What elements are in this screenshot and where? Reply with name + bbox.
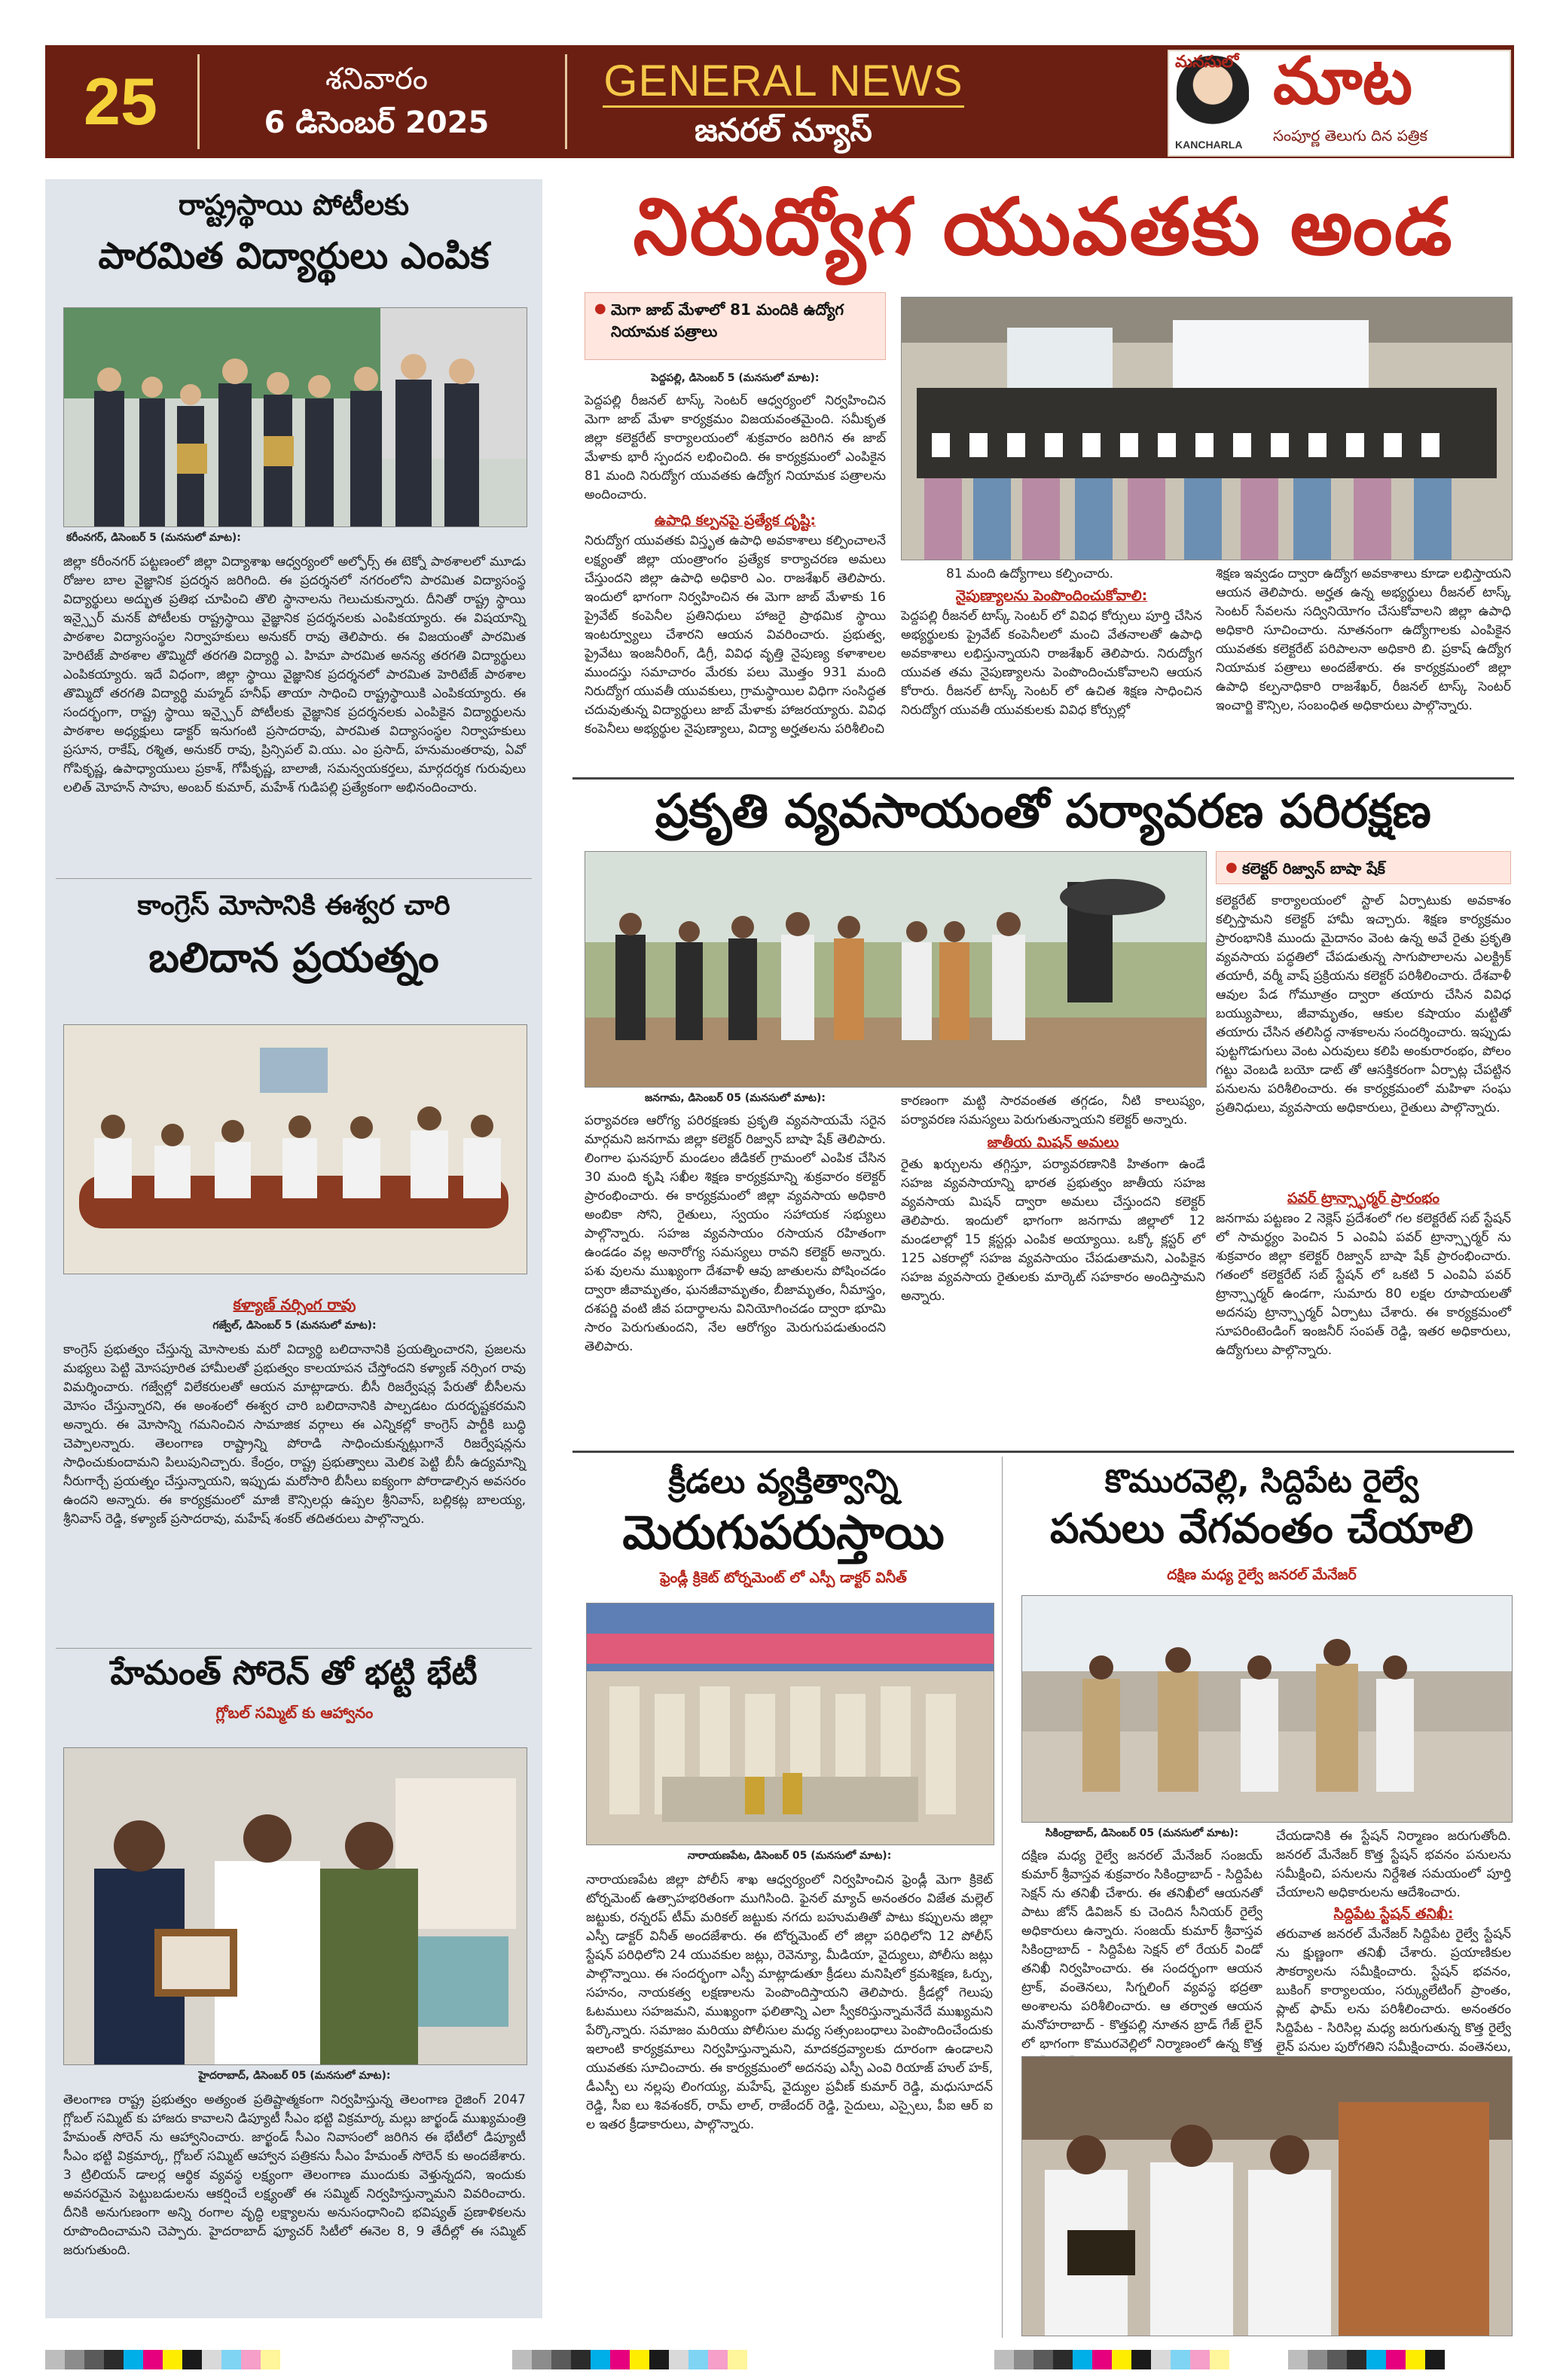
divider xyxy=(1002,1457,1003,2338)
article-headline: హేమంత్ సోరెన్ తో భట్టి భేటీ xyxy=(110,1654,478,1692)
photo-dateline: జనగామ, డిసెంబర్ 05 (మనసులో మాట): xyxy=(645,1092,826,1104)
farm-visit-photo xyxy=(585,851,1207,1088)
article-subheadline: ఫ్రెండ్లీ క్రికెట్ టోర్నమెంట్ లో ఎస్పీ డాక్టర్ వినీత్ xyxy=(660,1570,907,1586)
job-fair-group-photo xyxy=(901,297,1513,560)
article-headline: క్రీడలు వ్యక్తిత్వాన్ని xyxy=(668,1463,899,1501)
logo-title: మాట xyxy=(1273,44,1412,119)
logo-small-text: మనసులో xyxy=(1175,53,1239,72)
article-headline: కాంగ్రెస్ మోసానికి ఈశ్వర చారి xyxy=(137,890,450,921)
divider xyxy=(56,878,532,879)
section-rule xyxy=(603,105,964,108)
article-subheadline: గ్లోబల్ సమ్మిట్ కు ఆహ్వానం xyxy=(215,1704,374,1722)
section-title-te: జనరల్ న్యూస్ xyxy=(695,111,872,148)
railway-station-photo xyxy=(1021,2056,1513,2336)
article-subheading: సిద్దిపేట స్టేషన్ తనిఖీ: xyxy=(1333,1906,1454,1922)
article-body: తెలంగాణ రాష్ట్ర ప్రభుత్వం అత్యంత ప్రతిష్టాత్మకంగా నిర్వహిస్తున్న తెలంగాణ రైజింగ్ 2047 గ్లోబల్ సమ్మిట్ కు హాజరు కావాలని డిప్యూటీ సీఎం భట్టి విక్రమార్క మల్లు జార్ఖండ్ ముఖ్యమంత్రి హేమంత్ సోరెన్ ను ఆహ్వానించారు. జార్ఖండ్ సీఎం నివాసంలో జరిగిన ఈ భేటీలో డిప్యూటీ సీఎం భట్టి విక్రమార్క, గ్లోబల్ సమ్మిట్ ఆహ్వాన పత్రికను సీఎం హేమంత్ సోరెన్ కు అందజేశారు. 3 ట్రిలియన్ డాలర్ల ఆర్థిక వ్యవస్థ లక్ష్యంగా తెలంగాణ ముందుకు వెళ్తున్నదని, ఇందుకు అవసరమైన పెట్టుబడులను ఆకర్షించే లక్ష్యంతో ఈ సమ్మిట్ నిర్వహిస్తున్నామని వివరించారు. దీనికి అనుగుణంగా అన్ని రంగాల వృద్ధి లక్ష్యాలను అనుసంధానించి భవిష్యత్ ప్రణాళికలను రూపొందించామని చెప్పారు. హైదరాబాద్ ఫ్యూచర్ సిటీలో ఈనెల 8, 9 తేదీల్లో ఈ సమ్మిట్ జరుగుతుంది. xyxy=(63,2092,526,2258)
issue-date: 6 డిసెంబర్ 2025 xyxy=(264,105,490,140)
divider xyxy=(565,54,567,149)
article-body: నారాయణపేట జిల్లా పోలీస్ శాఖ ఆధ్వర్యంలో నిర్వహించిన ఫ్రెండ్లీ మెగా క్రికెట్ టోర్నమెంట్ ఉత్సాహభరితంగా ముగిసింది. ఫైనల్ మ్యాచ్ అనంతరం విజేత మల్లెల్ జట్టుకు, రన్నరప్ టీమ్ మరికల్ జట్టుకు నగదు బహుమతితో పాటు కప్పులను జిల్లా ఎస్పీ డాక్టర్ వినీత్ అందజేశారు. ఈ టోర్నమెంట్ లో జిల్లా పరిధిలోని 12 పోలీస్ స్టేషన్ పరిధిలోని 24 యువకుల జట్లు, రెవెన్యూ, మీడియా, వైద్యులు, పోలీసు జట్లు పాల్గొన్నాయి. ఈ సందర్భంగా ఎస్పీ మాట్లాడుతూ క్రీడలు మనిషిలో క్రమశిక్షణ, ఓర్పు, సహనం, నాయకత్వ లక్షణాలను పెంపొందిస్తాయని తెలిపారు. క్రీడల్లో గెలుపు ఓటములు సహజమని, ముఖ్యంగా ఫలితాన్ని ఎలా స్వీకరిస్తున్నామనేదే ముఖ్యమని పేర్కొన్నారు. సమాజం మరియు పోలీసుల మధ్య సత్సంబంధాలు పెంపొందించేందుకు ఇలాంటి కార్యక్రమాలు నిర్వహిస్తున్నామని, మాదకద్రవ్యాలకు దూరంగా ఉండాలని యువతకు సూచించారు. ఈ కార్యక్రమంలో అదనపు ఎస్పీ ఎంవి రియాజ్ హుల్ హక్, డీఎస్పీ లు నల్లపు లింగయ్య, మహేష్, వైద్యుల ప్రవీణ్ కుమార్ రెడ్డి, మధుసూదన్ రెడ్డి, సీఐ లు శివశంకర్, రామ్ లాల్, రాజేందర్ రెడ్డి, సైదులు, ఎస్సైలు, పీఐ ఆర్ ఐ ల ఇతర క్రీడాకారులు, పాల్గొన్నారు. xyxy=(586,1872,993,2132)
divider xyxy=(56,1648,532,1649)
article-subheading: నైపుణ్యాలను పెంపొందించుకోవాలి: xyxy=(955,587,1148,604)
article-dateline: హైదరాబాద్, డిసెంబర్ 05 (మనసులో మాట): xyxy=(198,2070,391,2082)
railway-station-photo-art xyxy=(1022,2057,1512,2336)
article-subheadline: దక్షిణ మధ్య రైల్వే జనరల్ మేనేజర్ xyxy=(1167,1567,1357,1583)
section-title-en: GENERAL NEWS xyxy=(603,56,963,105)
article-body: తరువాత జనరల్ మేనేజర్ సిద్దిపేట రైల్వే స్టేషన్ ను క్షుణ్ణంగా తనిఖీ చేశారు. ప్రయాణికుల సౌకర్యాలను సమీక్షించారు. స్టేషన్ భవనం, బుకింగ్ కార్యాలయం, సర్క్యులేటింగ్ ప్రాంతం, ప్లాట్ ఫామ్ లను పరిశీలించారు. అనంతరం సిద్దిపేట - సిరిసిల్ల మధ్య జరుగుతున్న కొత్త రైల్వే లైన్ పనుల పురోగతిని సమీక్షించారు. వంతెనలు, xyxy=(1276,1927,1511,2055)
article-body: చేయడానికి ఈ స్టేషన్ నిర్మాణం జరుగుతోంది. జనరల్ మేనేజర్ కొత్త స్టేషన్ భవనం పనులను సమీక్షించి, పనులను నిర్దేశిత సమయంలో పూర్తి చేయాలని అధికారులను ఆదేశించారు. xyxy=(1276,1829,1511,1900)
article-highlight: ● కలెక్టర్ రిజ్వాన్ బాషా షేక్ xyxy=(1216,851,1511,884)
article-headline: పనులు వేగవంతం చేయాలి xyxy=(1050,1505,1473,1552)
railway-inspection-photo-art xyxy=(1022,1596,1512,1822)
article-byline: కళ్యాణ్ నర్సింగ రావు xyxy=(233,1295,356,1314)
logo-tagline: సంపూర్ణ తెలుగు దిన పత్రిక xyxy=(1273,127,1427,145)
article-body: కలెక్టరేట్ కార్యాలయంలో స్టాల్ ఏర్పాటుకు అవకాశం కల్పిస్తామని కలెక్టర్ హామీ ఇచ్చారు. శిక్షణ కార్యక్రమం ప్రారంభానికి ముందు మైదానం వెంట ఉన్న అవే రైతు ప్రకృతి వ్యవసాయ పద్ధతిలో చేపడుతున్న సాగుపొలాలను ఎలక్ట్రిక్ తయారీ, వర్మీ వాష్ ప్రక్రియను కలెక్టర్ పరిశీలించారు. దేశవాళీ ఆవుల పేడ గోమూత్రం ద్వారా తయారు చేసిన వివిధ బయ్యుపాలు, జీవామృతం, ఆకుల కషాయం మట్టితో తయారు చేసిన తలిసిద్ధ నాశకాలను సందర్శించారు. ఇప్పుడు పుట్టగొడుగులు వెంట ఎరువులు కలిపి అంకురారంభం, పోలం గట్టు వెంబడి బయో డాట్ తో ఆసక్తికరంగా ఏర్పాట్ల చేపట్టిన పనులను పరిశీలించారు. ఈ కార్యక్రమంలో మహిళా సంఘ ప్రతినిధులు, వ్యవసాయ అధికారులు, రైతులు పాల్గొన్నారు. xyxy=(1216,893,1511,1115)
students-award-photo xyxy=(63,307,527,527)
article-body: పర్యావరణ ఆరోగ్య పరిరక్షణకు ప్రకృతి వ్యవసాయమే సరైన మార్గమని జనగామ జిల్లా కలెక్టర్ రిజ్వాన్ బాషా షేక్ తెలిపారు. లింగాల ఘనపూర్ మండలం జీడికల్ గ్రామంలో ఎంపిక చేసిన 30 మంది కృషి సఖీల శిక్షణ కార్యక్రమాన్ని శుక్రవారం కలెక్టర్ ప్రారంభించారు. ఈ కార్యక్రమంలో జిల్లా వ్యవసాయ అధికారి అంబికా సోని, రైతులు, స్వయం సహాయక సభ్యులు పాల్గొన్నారు. సహజ వ్యవసాయం రసాయన రహితంగా ఉండడం వల్ల అనారోగ్య సమస్యలు రావని కలెక్టర్ అన్నారు. పశు వులను ముఖ్యంగా దేశవాళీ ఆవు జాతులను పోషించడం ద్వారా జీవామృతం, ఘనజీవామృతం, బీజామృతం, నీమాస్త్రం, దశపర్ణి వంటి జీవ పదార్థాలను వినియోగించడం ద్వారా భూమి సారం పెరుగుతుందని, నేల ఆరోగ్యం మెరుగుపడుతుందని తెలిపారు. xyxy=(585,1113,886,1354)
cricket-tournament-photo-art xyxy=(587,1603,994,1844)
photo-dateline: సికింద్రాబాద్, డిసెంబర్ 05 (మనసులో మాట): xyxy=(1045,1827,1239,1839)
article-body: జిల్లా కరీంనగర్ పట్టణంలో జిల్లా విద్యాశాఖ ఆధ్వర్యంలో అల్ఫోర్స్ ఈ టెక్నో పాఠశాలలో మూడు రోజుల బాల వైజ్ఞానిక ప్రదర్శన జరిగింది. ఈ ప్రదర్శనలో నగరంలోని పారమిత విద్యాసంస్థ విద్యార్థులు అద్భుత ప్రతిభ చూపించి తొలి స్థానాలను గెలుచుకున్నారు. దీనితో రాష్ట్ర స్థాయి ఇన్స్పైర్ మనక్ పోటీలకు రాష్ట్రస్థాయి వైజ్ఞానిక ప్రదర్శనలకు ఎంపికయ్యారు. ఈ విషయాన్ని పాఠశాల విద్యాసంస్థల నిర్వాహకులు అనుకర్ రావు తెలిపారు. ఈ విజయంతో పారమిత హెరిటేజ్ పాఠశాల తొమ్మిదో తరగతి విద్యార్థి ఎ. హిమా పారమిత అనన్య తరగతి విద్యార్థులు ఎంపికయ్యారు. ఇదే విధంగా, జిల్లా స్థాయి వైజ్ఞానిక ప్రదర్శనలో పారమిత హెరిటేజ్ పాఠశాల తొమ్మిదో తరగతి విద్యార్థి మహ్మద్ హనీఫ్ తాయా సాధించి రాష్ట్రస్థాయికి ఎంపికయ్యారు. ఈ సందర్భంగా, రాష్ట్ర స్థాయి ఇన్స్పైర్ పోటీలకు వైజ్ఞానిక ప్రదర్శనలకు ఎంపికైన విద్యార్థులను పాఠశాల అధ్యక్షులు డాక్టర్ ఇనుగంటి ప్రసాదరావు, పారమిత విద్యాసంస్థల నిర్వాహకులు ప్రసూన, రాకేష్, రశ్మిత, అనుకర్ రావు, ప్రిన్సిపల్ వి.యు. ఎం ప్రసాద్, హనుమంతరావు, ఏవో గోపికృష్ణ, ఉపాధ్యాయులు ప్రకాశ్, గోపీకృష్ణ, బాలాజీ, సమన్వయకర్తలు, మార్గదర్శక గురువులు లలిత్ మోహన్ సాహు, అంబర్ కుమార్, మహేశ్ గుడిపల్లి ప్రత్యేకంగా అభినందించారు. xyxy=(63,554,526,795)
article-headline: బలిదాన ప్రయత్నం xyxy=(148,934,439,981)
students-award-photo-art xyxy=(64,308,527,526)
meeting-photo xyxy=(63,1024,527,1274)
article-body: నిరుద్యోగ యువతకు విస్తృత ఉపాధి అవకాశాలు కల్పించాలనే లక్ష్యంతో జిల్లా యంత్రాంగం ప్రత్యేక కార్యాచరణ అమలు చేస్తుందని జిల్లా ఉపాధి అధికారి ఎం. రాజశేఖర్ తెలిపారు. ఇందులో భాగంగా నిర్వహించిన ఈ మెగా జాబ్ మేళాకు 16 ప్రైవేట్ కంపెనీల ప్రతినిధులు హాజరై ప్రాథమిక స్థాయి ఇంటర్వ్యూలు చేశారని ఆయన వివరించారు. ప్రభుత్వ, ప్రైవేటు ఇంజనీరింగ్, డిగ్రీ, వివిధ వృత్తి నైపుణ్య కళాశాలల ముందస్తు సమాచారం మేరకు పలు మొత్తం 931 మంది నిరుద్యోగ యువతీ యువకులు, గ్రామస్థాయిల విధిగా సంసిద్ధత చదువుతున్న విద్యార్థులు జాబ్ మేళాకు హాజరయ్యారు. వివిధ కంపెనీలు అభ్యర్థుల నైపుణ్యాలు, విద్యా అర్హతలను పరిశీలించి xyxy=(585,533,886,737)
article-body: శిక్షణ ఇవ్వడం ద్వారా ఉద్యోగ అవకాశాలు కూడా లభిస్తాయని ఆయన తెలిపారు. అర్హత ఉన్న అభ్యర్థులు రీజనల్ టాస్క్ సెంటర్ సేవలను సద్వినియోగం చేసుకోవాలని జిల్లా ఉపాధి అధికారి సూచించారు. నూతనంగా ఉద్యోగాలకు ఎంపికైన యువతకు కలెక్టరేట్ పరిపాలనా అధికారి బి. ప్రకాష్ ఉద్యోగ నియామక పత్రాలు అందజేశారు. ఈ కార్యక్రమంలో జిల్లా ఉపాధి కల్పనాధికారి రాజశేఖర్, రీజనల్ టాస్క్ సెంటర్ ఇంచార్జి కౌన్సిల, సంబంధిత అధికారులు పాల్గొన్నారు. xyxy=(1216,566,1511,713)
cricket-tournament-photo xyxy=(586,1603,994,1845)
photo-dateline: కరీంనగర్, డిసెంబర్ 5 (మనసులో మాట): xyxy=(66,532,241,544)
article-body: పెద్దపల్లి రీజనల్ టాస్క్ సెంటర్ లో వివిధ కోర్సులు పూర్తి చేసిన అభ్యర్థులకు ప్రైవేట్ కంపెనీలలో మంచి వేతనాలతో ఉపాధి అవకాశాలు లభిస్తున్నాయని రాజశేఖర్ తెలిపారు. నిరుద్యోగ యువత తమ నైపుణ్యాలను పెంపొందించుకోవాలని ఆయన కోరారు. రీజనల్ టాస్క్ సెంటర్ లో ఉచిత శిక్షణ సాధించిన నిరుద్యోగ యువతీ యువకులకు వివిధ కోర్సుల్లో xyxy=(901,609,1202,718)
photo-dateline: నారాయణపేట, డిసెంబర్ 05 (మనసులో మాట): xyxy=(687,1850,892,1862)
issue-day: శనివారం xyxy=(325,62,428,96)
divider xyxy=(197,54,200,149)
divider xyxy=(572,1451,1514,1453)
article-body: కాంగ్రెస్ ప్రభుత్వం చేస్తున్న మోసాలకు మరో విద్యార్థి బలిదానానికి ప్రయత్నించారని, ప్రజలను మభ్యలు పెట్టి మోసపూరిత హామీలతో ప్రభుత్వం కాలయాపన చేస్తోందని కళ్యాణ్ నర్సింగ రావు విమర్శించారు. గజ్వేల్లో విలేకరులతో ఆయన మాట్లాడారు. బీసీ రిజర్వేషన్ల పేరుతో బీసీలను మోసం చేస్తున్నారని, ఈ అంశంలో ఈశ్వర చారి బలిదానానికి పాల్పడటం దురదృష్టకరమని అన్నారు. ఈ మోసాన్ని గమనించిన సామాజిక వర్గాలు ఈ ఎన్నికల్లో కాంగ్రెస్ పార్టీకి బుద్ధి చెప్పాలన్నారు. తెలంగాణ రాష్ట్రాన్ని పోరాడి సాధించుకున్నట్లుగానే రిజర్వేషన్లను సాధించుకుందామని పిలుపునిచ్చారు. కేంద్రం, రాష్ట్ర ప్రభుత్వాలు మెలిక పెట్టి బీసీ ఉద్యమాన్ని నీరుగార్చే ప్రయత్నం చేస్తున్నాయని, ఇప్పుడు మరోసారి బీసీలు ఐక్యంగా పోరాడాల్సిన అవసరం ఉందని అన్నారు. ఈ కార్యక్రమంలో మాజీ కౌన్సిలర్లు ఉప్పల శ్రీనివాస్, బల్లికట్ల బాలయ్య, శ్రీనివాస్ రెడ్డి, కళ్యాణ్ ప్రసాదరావు, మహేష్ శంకర్ తదితరులు పాల్గొన్నారు. xyxy=(63,1342,526,1527)
meeting-photo-art xyxy=(64,1748,527,2064)
article-headline: రాష్ట్రస్థాయి పోటీలకు xyxy=(178,188,410,221)
print-color-bar xyxy=(45,2350,1514,2369)
article-highlight: ● మెగా జాబ్ మేళాలో 81 మందికి ఉద్యోగ నియామక పత్రాలు xyxy=(585,292,886,360)
print-color-bar-art xyxy=(45,2350,1514,2369)
article-headline: మెరుగుపరుస్తాయి xyxy=(622,1505,945,1560)
article-body: పెద్దపల్లి రీజనల్ టాస్క్ సెంటర్ ఆధ్వర్యంలో నిర్వహించిన మెగా జాబ్ మేళా కార్యక్రమం విజయవంతమైంది. సమీకృత జిల్లా కలెక్టరేట్ కార్యాలయంలో శుక్రవారం జరిగిన ఈ జాబ్ మేళాకు భారీ స్పందన లభించింది. ఈ కార్యక్రమంలో ఎంపికైన 81 మంది నిరుద్యోగ యువతకు ఉద్యోగ నియామక పత్రాలను అందించారు. xyxy=(585,393,886,502)
article-subheading: ఉపాధి కల్పనపై ప్రత్యేక దృష్టి: xyxy=(654,512,817,529)
photo-caption: 81 మంది ఉద్యోగాలు కల్పించారు. xyxy=(946,566,1114,581)
farm-visit-photo-art xyxy=(585,852,1206,1087)
article-dateline: పెద్దపల్లి, డిసెంబర్ 5 (మనసులో మాట): xyxy=(651,372,820,384)
article-headline: ప్రకృతి వ్యవసాయంతో పర్యావరణ పరిరక్షణ xyxy=(655,783,1431,838)
article-headline: కొమురవెల్లి, సిద్దిపేట రైల్వే xyxy=(1104,1463,1419,1500)
logo-name: KANCHARLA xyxy=(1175,139,1243,151)
article-body: రైతు ఖర్చులను తగ్గిస్తూ, పర్యావరణానికి హితంగా ఉండే సహజ వ్యవసాయాన్ని భారత ప్రభుత్వం జాతీయ సహజ వ్యవసాయ మిషన్ ద్వారా అమలు చేస్తుందని కలెక్టర్ తెలిపారు. ఇందులో భాగంగా జనగామ జిల్లాలో 12 మండలాల్లో 15 క్లస్టర్లు ఎంపిక అయ్యాయి. ఒక్కో క్లస్టర్ లో 125 ఎకరాల్లో సహజ వ్యవసాయం చేపడుతామని, ఎంపికైన సహజ వ్యవసాయ రైతులకు మార్కెట్ సహకారం అందిస్తామని అన్నారు. xyxy=(901,1157,1205,1304)
article-subheading: జాతీయ మిషన్ అమలు xyxy=(987,1134,1119,1151)
article-body: దక్షిణ మధ్య రైల్వే జనరల్ మేనేజర్ సంజయ్ కుమార్ శ్రీవాస్తవ శుక్రవారం సికింద్రాబాద్ - సిద్దిపేట సెక్షన్ ను తనిఖీ చేశారు. ఈ తనిఖీలో ఆయనతో పాటు జోన్ డివిజన్ కు చెందిన సీనియర్ రైల్వే అధికారులు ఉన్నారు. సంజయ్ కుమార్ శ్రీవాస్తవ సికింద్రాబాద్ - సిద్దిపేట సెక్షన్ లో రేయర్ విండో తనిఖీ నిర్వహించారు. ఈ సందర్భంగా ఆయన ట్రాక్, వంతెనలు, సిగ్నలింగ్ వ్యవస్థ భద్రతా అంశాలను పరిశీలించారు. ఆ తర్వాత ఆయన మనోహరాబాద్ - కొత్తపల్లి నూతన బ్రాడ్ గేజ్ లైన్ లో భాగంగా కొమురవెల్లిలో నిర్మాణంలో ఉన్న కొత్త xyxy=(1021,1848,1262,2052)
meeting-photo xyxy=(63,1747,527,2065)
article-headline: పారమిత విద్యార్థులు ఎంపిక xyxy=(98,235,490,277)
article-dateline: గజ్వేల్, డిసెంబర్ 5 (మనసులో మాట): xyxy=(212,1320,377,1332)
meeting-photo-art xyxy=(64,1025,527,1274)
page-number: 25 xyxy=(84,64,157,139)
article-body: జనగామ పట్టణం 2 నెక్లెస్ ప్రదేశంలో గల కలెక్టరేట్ సబ్ స్టేషన్ లో సామర్థ్యం పెంచిన 5 ఎంవిఏ పవర్ ట్రాన్స్ఫార్మర్ ను శుక్రవారం జిల్లా కలెక్టర్ రిజ్వాన్ బాషా షేక్ ప్రారంభించారు. గతంలో కలెక్టరేట్ సబ్ స్టేషన్ లో ఒకటి 5 ఎంవిఏ పవర్ ట్రాన్స్ఫార్మర్ ఉండగా, సుమారు 80 లక్షల రూపాయలతో అదనపు ట్రాన్స్ఫార్మర్ ఏర్పాటు చేశారు. ఈ కార్యక్రమంలో సూపరింటెండింగ్ ఇంజనీర్ సంపత్ రెడ్డి, ఇతర అధికారులు, ఉద్యోగులు పాల్గొన్నారు. xyxy=(1216,1211,1511,1358)
article-body: కారణంగా మట్టి సారవంతత తగ్గడం, నీటి కాలుష్యం, పర్యావరణ సమస్యలు పెరుగుతున్నాయని కలెక్టర్ అన్నారు. xyxy=(901,1094,1205,1127)
job-fair-group-photo-art xyxy=(902,298,1512,560)
main-headline: నిరుద్యోగ యువతకు అండ xyxy=(633,181,1454,273)
divider xyxy=(572,777,1514,780)
article-subheading: పవర్ ట్రాన్స్ఫార్మర్ ప్రారంభం xyxy=(1287,1190,1440,1207)
railway-inspection-photo xyxy=(1021,1595,1513,1823)
